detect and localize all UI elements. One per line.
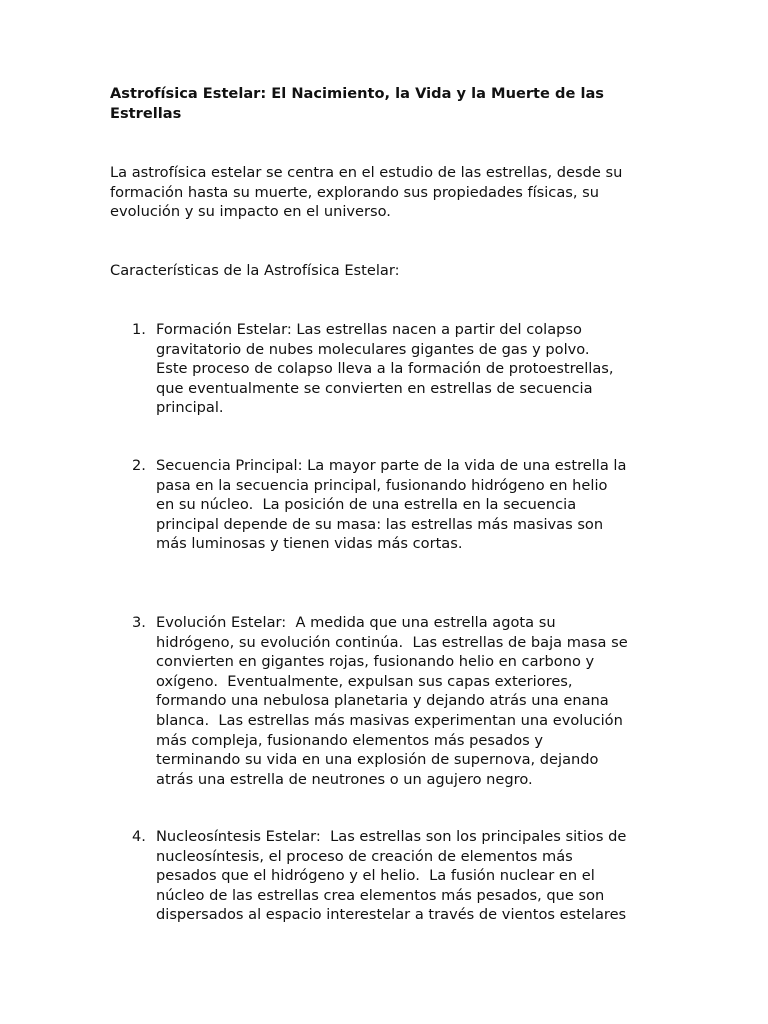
list-item: [132, 320, 658, 418]
list-item-line: convierten en gigantes rojas, fusionando helio en carbono y: [156, 653, 595, 671]
list-item-text: [156, 827, 658, 925]
list-item-line: Formación Estelar: Las estrellas nacen a partir del colapso: [156, 321, 582, 338]
list-item-line: más compleja, fusionando elementos más pesados y: [156, 731, 543, 749]
list-item: [132, 456, 658, 554]
list-item-number: 1.: [132, 321, 146, 338]
list-item-line: núcleo de las estrellas crea elementos más pesados, que son: [156, 886, 605, 904]
list-item-text: [156, 320, 658, 418]
list-item-line: que eventualmente se convierten en estrellas de secuencia: [156, 379, 593, 397]
list-item-line: oxígeno. Eventualmente, expulsan sus capas exteriores,: [156, 672, 573, 690]
list-item-line: Nucleosíntesis Estelar: Las estrellas son los principales sitios de: [156, 828, 627, 845]
intro-line: La astrofísica estelar se centra en el estudio de las estrellas, desde su: [110, 164, 623, 181]
list-item-line: blanca. Las estrellas más masivas experimentan una evolución: [156, 711, 623, 729]
list-item: [132, 827, 658, 925]
list-item-line: dispersados al espacio interestelar a través de vientos estelares: [156, 906, 627, 924]
list-item-line: pasa en la secuencia principal, fusionando hidrógeno en helio: [156, 476, 608, 494]
list-item-line: atrás una estrella de neutrones o un agujero negro.: [156, 770, 533, 788]
title-line: Astrofísica Estelar: El Nacimiento, la Vida y la Muerte de las: [110, 85, 604, 102]
list-item-line: Secuencia Principal: La mayor parte de la vida de una estrella la: [156, 457, 627, 474]
list-item-number: 2.: [132, 457, 146, 474]
list-item-line: en su núcleo. La posición de una estrella en la secuencia: [156, 496, 577, 514]
list-item-line: gravitatorio de nubes moleculares gigantes de gas y polvo.: [156, 340, 590, 358]
list-item: [132, 613, 658, 789]
list-item-number: 4.: [132, 828, 146, 845]
intro-paragraph: [110, 163, 658, 222]
list-item-line: hidrógeno, su evolución continúa. Las estrellas de baja masa se: [156, 633, 628, 651]
list-item-text: [156, 613, 658, 789]
title-line: Estrellas: [110, 104, 182, 122]
intro-line: formación hasta su muerte, explorando sus propiedades físicas, su: [110, 183, 600, 201]
list-item-line: formando una nebulosa planetaria y dejando atrás una enana: [156, 692, 609, 710]
document-page: [110, 84, 658, 924]
list-item-line: principal depende de su masa: las estrellas más masivas son: [156, 515, 604, 533]
list-item-line: pesados que el hidrógeno y el helio. La fusión nuclear en el: [156, 867, 595, 885]
list-item-line: más luminosas y tienen vidas más cortas.: [156, 535, 463, 553]
list-item-line: principal.: [156, 399, 224, 417]
list-item-line: nucleosíntesis, el proceso de creación de elementos más: [156, 847, 573, 865]
intro-line: evolución y su impacto en el universo.: [110, 203, 391, 221]
list-item-line: Evolución Estelar: A medida que una estrella agota su: [156, 614, 556, 631]
list-item-line: terminando su vida en una explosión de supernova, dejando: [156, 751, 599, 769]
list-item-text: [156, 456, 658, 554]
document-title: [110, 84, 658, 123]
list-item-number: 3.: [132, 614, 146, 631]
features-heading: Características de la Astrofísica Estelar:: [110, 262, 400, 279]
list-item-line: Este proceso de colapso lleva a la formación de protoestrellas,: [156, 360, 614, 378]
